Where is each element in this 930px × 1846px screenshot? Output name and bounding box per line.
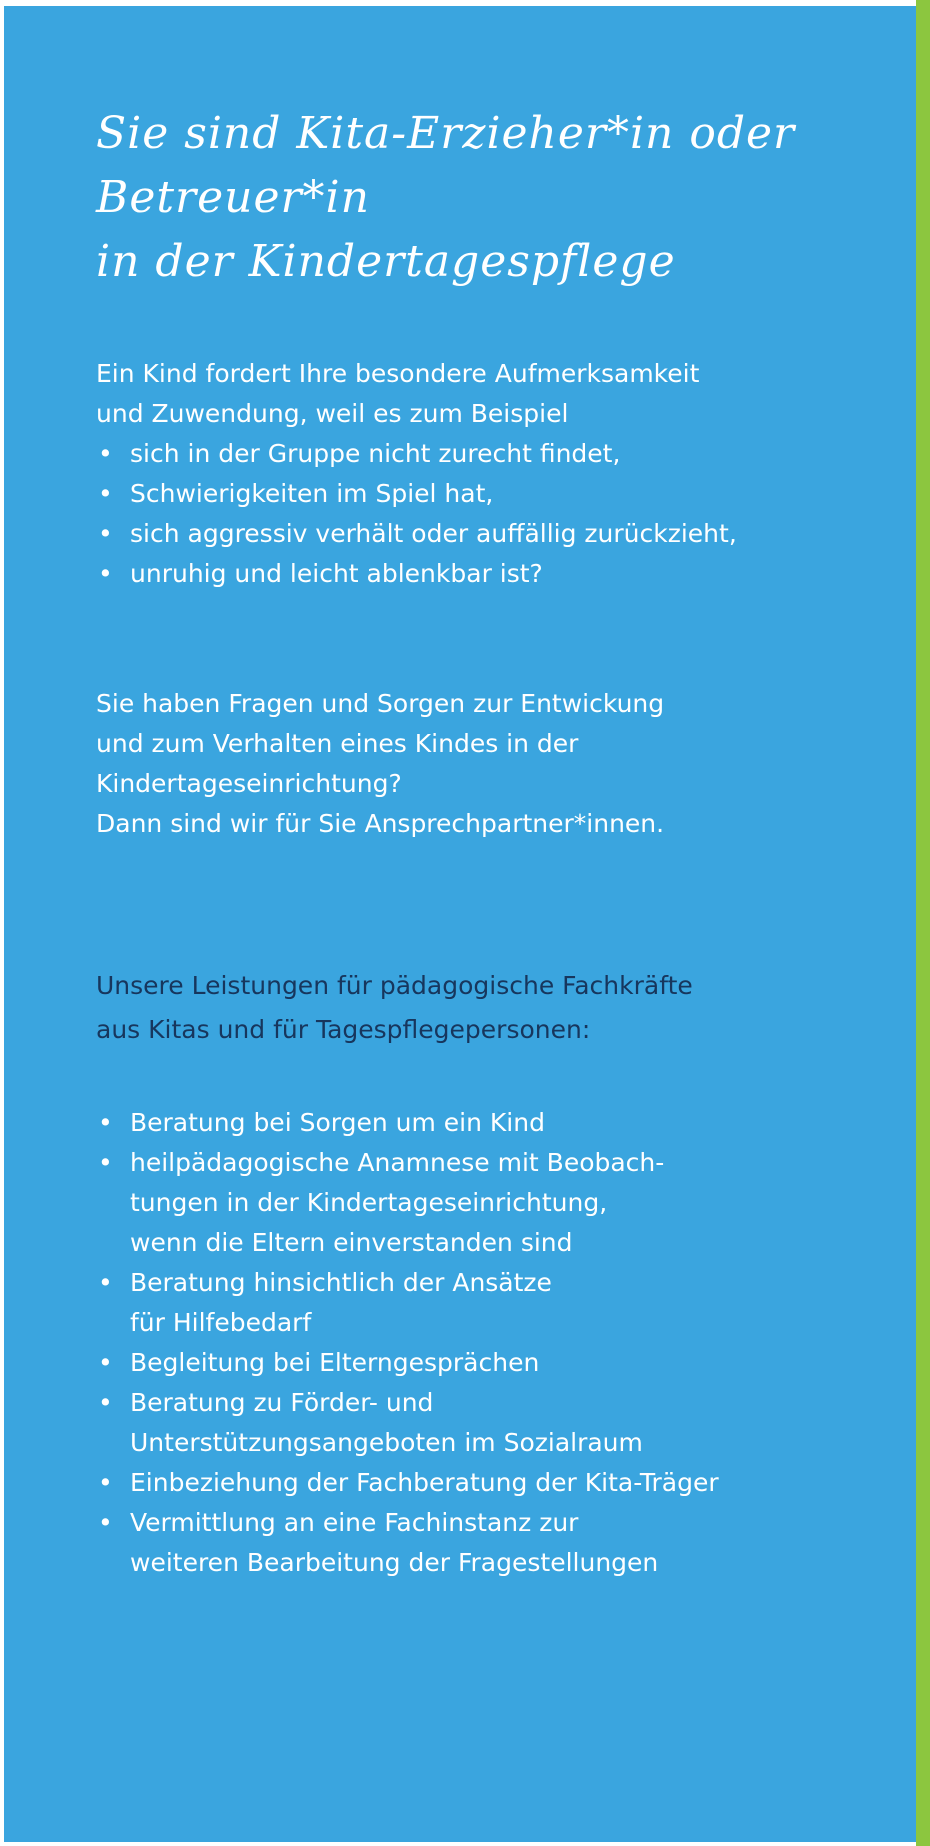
list-item-text: • Vermittlung an eine Fachinstanz zur	[130, 1508, 579, 1537]
heading-line-3: in der Kindertagespflege	[96, 236, 676, 287]
concern-line-1: Sie haben Fragen und Sorgen zur Entwickung	[96, 689, 665, 718]
list-item-text: tungen in der Kindertageseinrichtung,	[130, 1188, 608, 1217]
list-item	[96, 1343, 719, 1383]
concern-line-4: Dann sind wir für Sie Ansprechpartner*innen.	[96, 809, 665, 838]
flyer-panel	[4, 6, 916, 1842]
flyer-heading	[96, 102, 795, 294]
list-item	[96, 514, 737, 554]
concern-line-2: und zum Verhalten eines Kindes in der	[96, 729, 579, 758]
intro-bullet-list	[96, 434, 737, 594]
list-item-text: • Einbeziehung der Fachberatung der Kita-Träger	[130, 1468, 719, 1497]
heading-line-2: Betreuer*in	[96, 172, 370, 223]
list-item-text: • Beratung bei Sorgen um ein Kind	[130, 1108, 545, 1137]
list-item-text: • heilpädagogische Anamnese mit Beobach-	[130, 1148, 665, 1177]
list-item-text: • sich aggressiv verhält oder auffällig zurückzieht,	[130, 519, 737, 548]
services-list	[96, 1103, 719, 1583]
list-item	[96, 1263, 719, 1343]
list-item	[96, 474, 737, 514]
list-item-text: • sich in der Gruppe nicht zurecht findet,	[130, 439, 621, 468]
concern-paragraph	[96, 684, 664, 844]
list-item-text: • Beratung zu Förder- und	[130, 1388, 434, 1417]
list-item-text: • Schwierigkeiten im Spiel hat,	[130, 479, 494, 508]
list-item	[96, 434, 737, 474]
list-item-text: Unterstützungsangeboten im Sozialraum	[130, 1428, 643, 1457]
concern-line-3: Kindertageseinrichtung?	[96, 769, 402, 798]
list-item	[96, 1503, 719, 1583]
list-item	[96, 1143, 719, 1263]
list-item	[96, 1383, 719, 1463]
intro-line-1: Ein Kind fordert Ihre besondere Aufmerksamkeit	[96, 359, 700, 388]
list-item-text: • Beratung hinsichtlich der Ansätze	[130, 1268, 552, 1297]
services-heading-line-2: aus Kitas und für Tagespflegepersonen:	[96, 1015, 591, 1044]
intro-line-2: und Zuwendung, weil es zum Beispiel	[96, 399, 569, 428]
list-item-text: weiteren Bearbeitung der Fragestellungen	[130, 1548, 659, 1577]
services-heading	[96, 964, 693, 1052]
list-item-text: • unruhig und leicht ablenkbar ist?	[130, 559, 543, 588]
list-item-text: • Begleitung bei Elterngesprächen	[130, 1348, 540, 1377]
heading-line-1: Sie sind Kita-Erzieher*in oder	[96, 108, 796, 159]
green-page-edge	[916, 0, 930, 1846]
list-item-text: wenn die Eltern einverstanden sind	[130, 1228, 573, 1257]
list-item	[96, 554, 737, 594]
list-item	[96, 1463, 719, 1503]
services-heading-line-1: Unsere Leistungen für pädagogische Fachkräfte	[96, 971, 693, 1000]
intro-paragraph	[96, 354, 699, 434]
list-item-text: für Hilfebedarf	[130, 1308, 312, 1337]
list-item	[96, 1103, 719, 1143]
